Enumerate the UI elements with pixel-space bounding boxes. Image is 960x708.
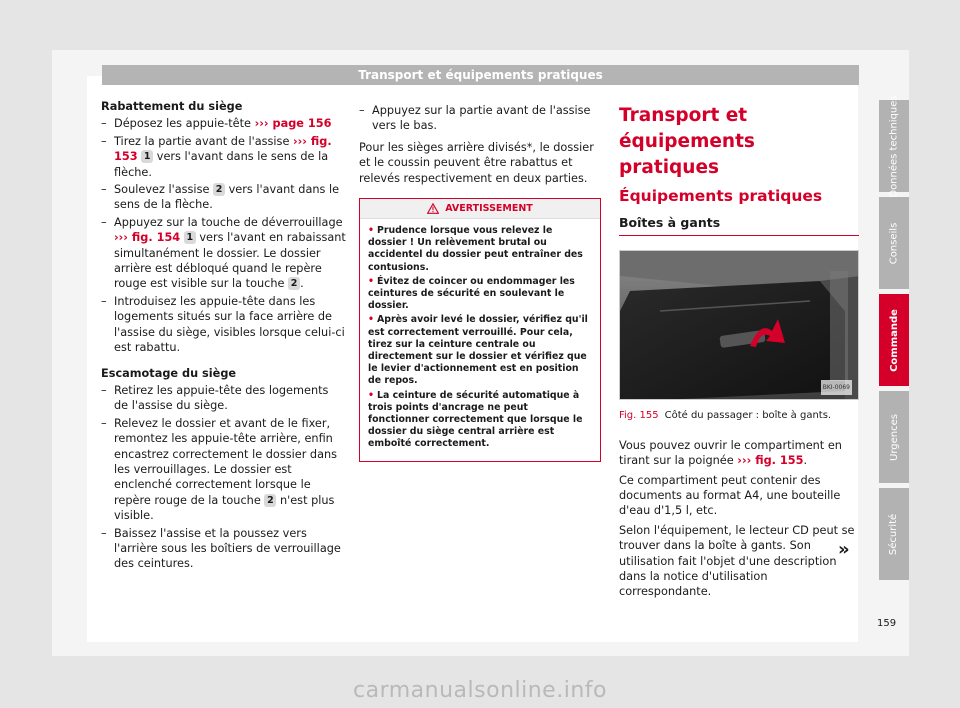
- column-right: [619, 103, 859, 604]
- page-header: [102, 65, 859, 85]
- list-item: – Introduisez les appuie-tête dans les logements situés sur la face arrière de l'assise du siège, visibles lorsque celui-ci est rabattu.: [101, 294, 346, 356]
- section-title-escamotage: Escamotage du siège: [101, 366, 237, 380]
- list-item: – Déposez les appuie-tête ››› page 156: [101, 116, 346, 131]
- tab-conseils[interactable]: Conseils: [879, 197, 909, 289]
- warning-header: [360, 199, 600, 219]
- paragraph: Selon l'équipement, le lecteur CD peut se trouver dans la boîte à gants. Son utilisation fait l'objet d'une description dans la notice d'utilisation correspondante.: [619, 523, 855, 599]
- figure-caption: Fig. 155 Côté du passager : boîte à gants.: [619, 410, 832, 422]
- warning-title: AVERTISSEMENT: [445, 202, 533, 214]
- section-title-rabattement: Rabattement du siège: [101, 100, 243, 113]
- tab-commande[interactable]: Commande: [879, 294, 909, 386]
- callout-number: 1: [184, 231, 196, 244]
- callout-number: 1: [141, 150, 153, 163]
- page-number: 159: [877, 618, 897, 629]
- header-title: Transport et équipements pratiques: [358, 68, 603, 82]
- warning-item: • Évitez de coincer ou endommager les ceintures de sécurité en soulevant le dossier.: [368, 275, 575, 312]
- page-link[interactable]: ››› page 156: [254, 117, 332, 131]
- figure-link[interactable]: ››› fig. 154: [114, 231, 181, 245]
- warning-body: [360, 219, 600, 461]
- list-item: – Relevez le dossier et avant de le fixer, remontez les appuie-tête arrière, enfin encastrez correctement le dossier dans les verrouillages. Le dossier est enclenché correctement lorsque le repère rouge de la touche 2 n'est plus visible.: [101, 416, 346, 524]
- subchapter-title: Équipements pratiques: [619, 187, 823, 205]
- section-title: Boîtes à gants: [619, 215, 859, 236]
- paragraph: Pour les sièges arrière divisés*, le dossier et le coussin peuvent être rabattus et relevés respectivement en deux parties.: [359, 140, 594, 185]
- list-item: – Baissez l'assise et la poussez vers l'arrière sous les boîtiers de verrouillage des ceintures.: [101, 526, 346, 572]
- tab-urgences[interactable]: Urgences: [879, 391, 909, 483]
- figure-glovebox: [619, 250, 859, 400]
- paragraph: Vous pouvez ouvrir le compartiment en tirant sur la poignée ››› fig. 155.: [619, 438, 842, 468]
- callout-number: 2: [213, 183, 225, 196]
- list-item: – Appuyez sur la partie avant de l'assise vers le bas.: [359, 103, 601, 134]
- tab-donnees-techniques[interactable]: Données techniques: [879, 100, 909, 192]
- column-middle: [359, 103, 601, 462]
- warning-box: [359, 198, 601, 462]
- paragraph: Ce compartiment peut contenir des documents au format A4, une bouteille d'eau d'1,5 l, etc.: [619, 473, 841, 518]
- callout-number: 2: [264, 494, 276, 507]
- list-item: – Tirez la partie avant de l'assise ››› fig. 153 1 vers l'avant dans le sens de la flèche.: [101, 134, 346, 180]
- chapter-title: Transport et équipements pratiques: [619, 105, 755, 178]
- figure-link[interactable]: ››› fig. 155: [737, 454, 804, 468]
- list-item: – Soulevez l'assise 2 vers l'avant dans le sens de la flèche.: [101, 182, 346, 213]
- continue-arrow-icon: »: [838, 539, 850, 560]
- list-item: – Appuyez sur la touche de déverrouillage ››› fig. 154 1 vers l'avant en rabaissant simultanément le dossier. Le dossier arrière est débloqué quand le repère rouge est visible sur la touche 2 .: [101, 215, 346, 292]
- watermark: carmanualsonline.info: [353, 678, 607, 703]
- figure-code: BKI-0069: [821, 380, 852, 395]
- warning-icon: [427, 203, 439, 214]
- tab-securite[interactable]: Sécurité: [879, 488, 909, 580]
- list-item: – Retirez les appuie-tête des logements de l'assise du siège.: [101, 383, 346, 414]
- warning-item: • La ceinture de sécurité automatique à trois points d'ancrage ne peut fonctionner correctement que lorsque le dossier du siège central arrière est emboîté correctement.: [368, 389, 583, 450]
- figure-link[interactable]: ››› fig. 153: [114, 134, 332, 164]
- warning-item: • Prudence lorsque vous relevez le dossier ! Un relèvement brutal ou accidentel du dossier peut entraîner des contusions.: [368, 225, 583, 273]
- glovebox-illustration: [620, 251, 859, 400]
- callout-number: 2: [288, 277, 300, 290]
- column-left: [101, 99, 346, 574]
- warning-item: • Après avoir levé le dossier, vérifiez qu'il est correctement verrouillé. Pour cela, tirez sur la ceinture centrale ou directement sur le dossier et vérifiez que le levier d'actionnement est en position de repos.: [368, 314, 588, 387]
